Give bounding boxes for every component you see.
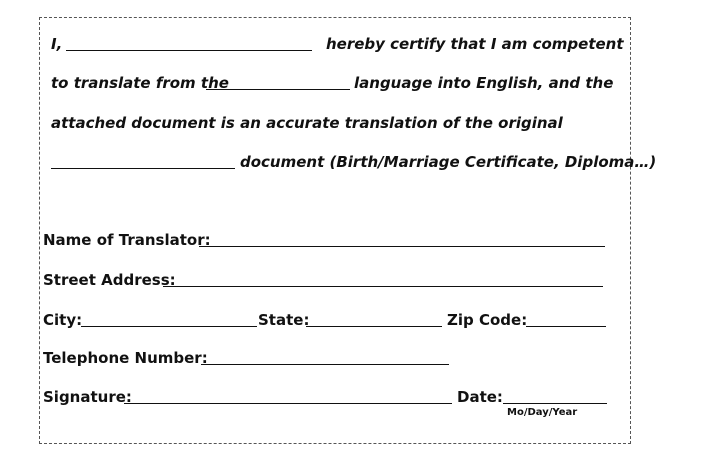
- zip-code-label: Zip Code:: [447, 311, 528, 329]
- certification-line-1: [51, 35, 62, 53]
- zip-code-field[interactable]: [526, 312, 606, 327]
- date-format-hint: Mo/Day/Year: [507, 407, 578, 418]
- source-language-blank[interactable]: [206, 75, 350, 90]
- street-address-label: Street Address:: [43, 271, 176, 289]
- certification-line-4-end: document (Birth/Marriage Certificate, Diploma…): [240, 153, 657, 171]
- date-label: Date:: [457, 388, 503, 406]
- certification-line-1-start: I,: [51, 35, 63, 53]
- state-label: State:: [258, 311, 310, 329]
- signature-label: Signature:: [43, 388, 132, 406]
- city-label: City:: [43, 311, 83, 329]
- telephone-field[interactable]: [201, 350, 449, 365]
- state-field[interactable]: [306, 312, 442, 327]
- street-address-field[interactable]: [163, 272, 603, 287]
- signature-field[interactable]: [124, 389, 452, 404]
- city-field[interactable]: [81, 312, 257, 327]
- certification-line-2-start: to translate from the: [51, 74, 229, 92]
- date-field[interactable]: [503, 389, 607, 404]
- translator-name-field[interactable]: [199, 232, 605, 247]
- document-type-blank[interactable]: [51, 154, 235, 169]
- certification-line-3: attached document is an accurate translation of the original: [51, 114, 563, 132]
- translator-name-blank[interactable]: [66, 36, 312, 51]
- certification-line-1-end: hereby certify that I am competent: [326, 35, 624, 53]
- translator-name-label: Name of Translator:: [43, 231, 211, 249]
- telephone-label: Telephone Number:: [43, 349, 208, 367]
- certification-line-2-end: language into English, and the: [354, 74, 614, 92]
